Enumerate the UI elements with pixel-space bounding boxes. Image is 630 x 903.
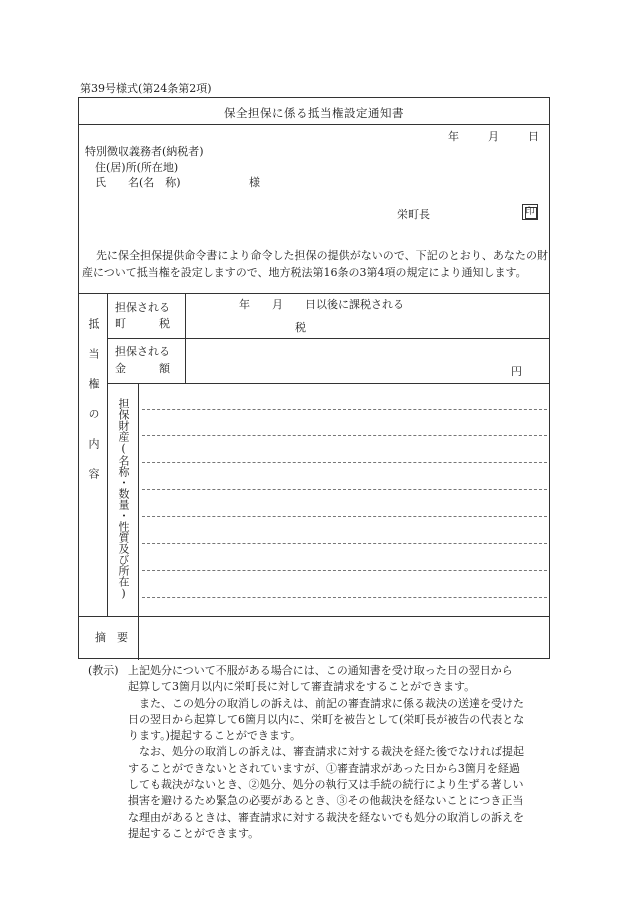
tax-label-1: 担保される [115,301,170,314]
summary-divider [138,616,139,660]
row-divider-2 [107,383,549,384]
date-field [448,128,539,144]
notice-form [78,97,550,659]
property-line-3 [142,462,547,463]
date-year: 年 [448,130,459,143]
instruction-line: 損害を避けるため緊急の必要があるとき、③その他裁決を経ないことにつき正当 [128,794,524,808]
property-line-6 [142,543,547,544]
instruction-line: することができないとされていますが、①審査請求があった日から3箇月を経過 [128,761,520,775]
tax-value-2: 税 [295,321,306,334]
tax-value-1: 年 月 日以後に課税される [239,298,404,311]
row-divider-1 [107,338,549,339]
section-divider [107,293,108,616]
instruction-line: 起算して3箇月以内に栄町長に対して審査請求をすることができます。 [128,680,476,694]
instruction-line: なお、処分の取消しの訴えは、審査請求に対する裁決を経た後でなければ提起 [128,745,524,759]
table-top-border [79,293,549,294]
section-label: 抵当権の内容 [87,318,100,498]
instruction-line: 提起することができます。 [128,826,260,840]
instruction-line: ります。)提起することができます。 [128,729,302,743]
property-line-1 [142,409,547,410]
property-line-7 [142,570,547,571]
instruction-text [128,663,524,842]
tax-label-2: 町 税 [115,317,170,330]
honorific: 様 [249,176,260,189]
taxpayer-label: 特別徴収義務者(納税者) [85,145,204,158]
instruction-line: な理由があるときは、審査請求に対する裁決を経ないでも処分の取消しの訴えを [128,810,524,824]
date-month: 月 [488,130,499,143]
notice-paragraph: 先に保全担保提供命令書により命令した担保の提供がないので、下記のとおり、あなたの財産について抵当権を設定しますので、地方税法第16条の3第4項の規定により通知します。 [82,249,548,279]
amount-label-1: 担保される [115,345,170,358]
instruction-line: また、この処分の取消しの訴えは、前記の審査請求に係る裁決の送達を受けた [128,696,524,710]
property-line-5 [142,516,547,517]
instruction-line: しても裁決がないとき、②処分、処分の執行又は手続の続行により生ずる著しい [128,778,524,792]
summary-label: 摘 要 [95,631,128,644]
property-divider [138,383,139,616]
property-line-2 [142,435,547,436]
name-label: 氏 名(名 称) [95,176,181,189]
address-label: 住(居)所(所在地) [95,161,179,174]
form-number: 第39号様式(第24条第2項) [80,82,212,95]
form-title: 保全担保に係る抵当権設定通知書 [224,106,404,120]
seal-char: 印 [525,207,535,217]
title-row [79,98,549,125]
amount-unit: 円 [511,365,522,378]
amount-label-2: 金 額 [115,362,170,375]
instruction-line: 日の翌日から起算して6箇月以内に、栄町を被告として(栄町長が被告の代表とな [128,712,525,726]
instruction-label: (教示) [88,664,119,677]
property-line-8 [142,597,547,598]
row-divider-3 [79,616,549,617]
property-line-4 [142,489,547,490]
seal-icon [522,204,538,220]
issuer-label: 栄町長 [397,208,430,221]
property-label: 担保財産(名称・数量・性質及び所在) [117,398,130,600]
instruction-line: 上記処分について不服がある場合には、この通知書を受け取った日の翌日から [128,664,513,677]
date-day: 日 [528,130,539,143]
